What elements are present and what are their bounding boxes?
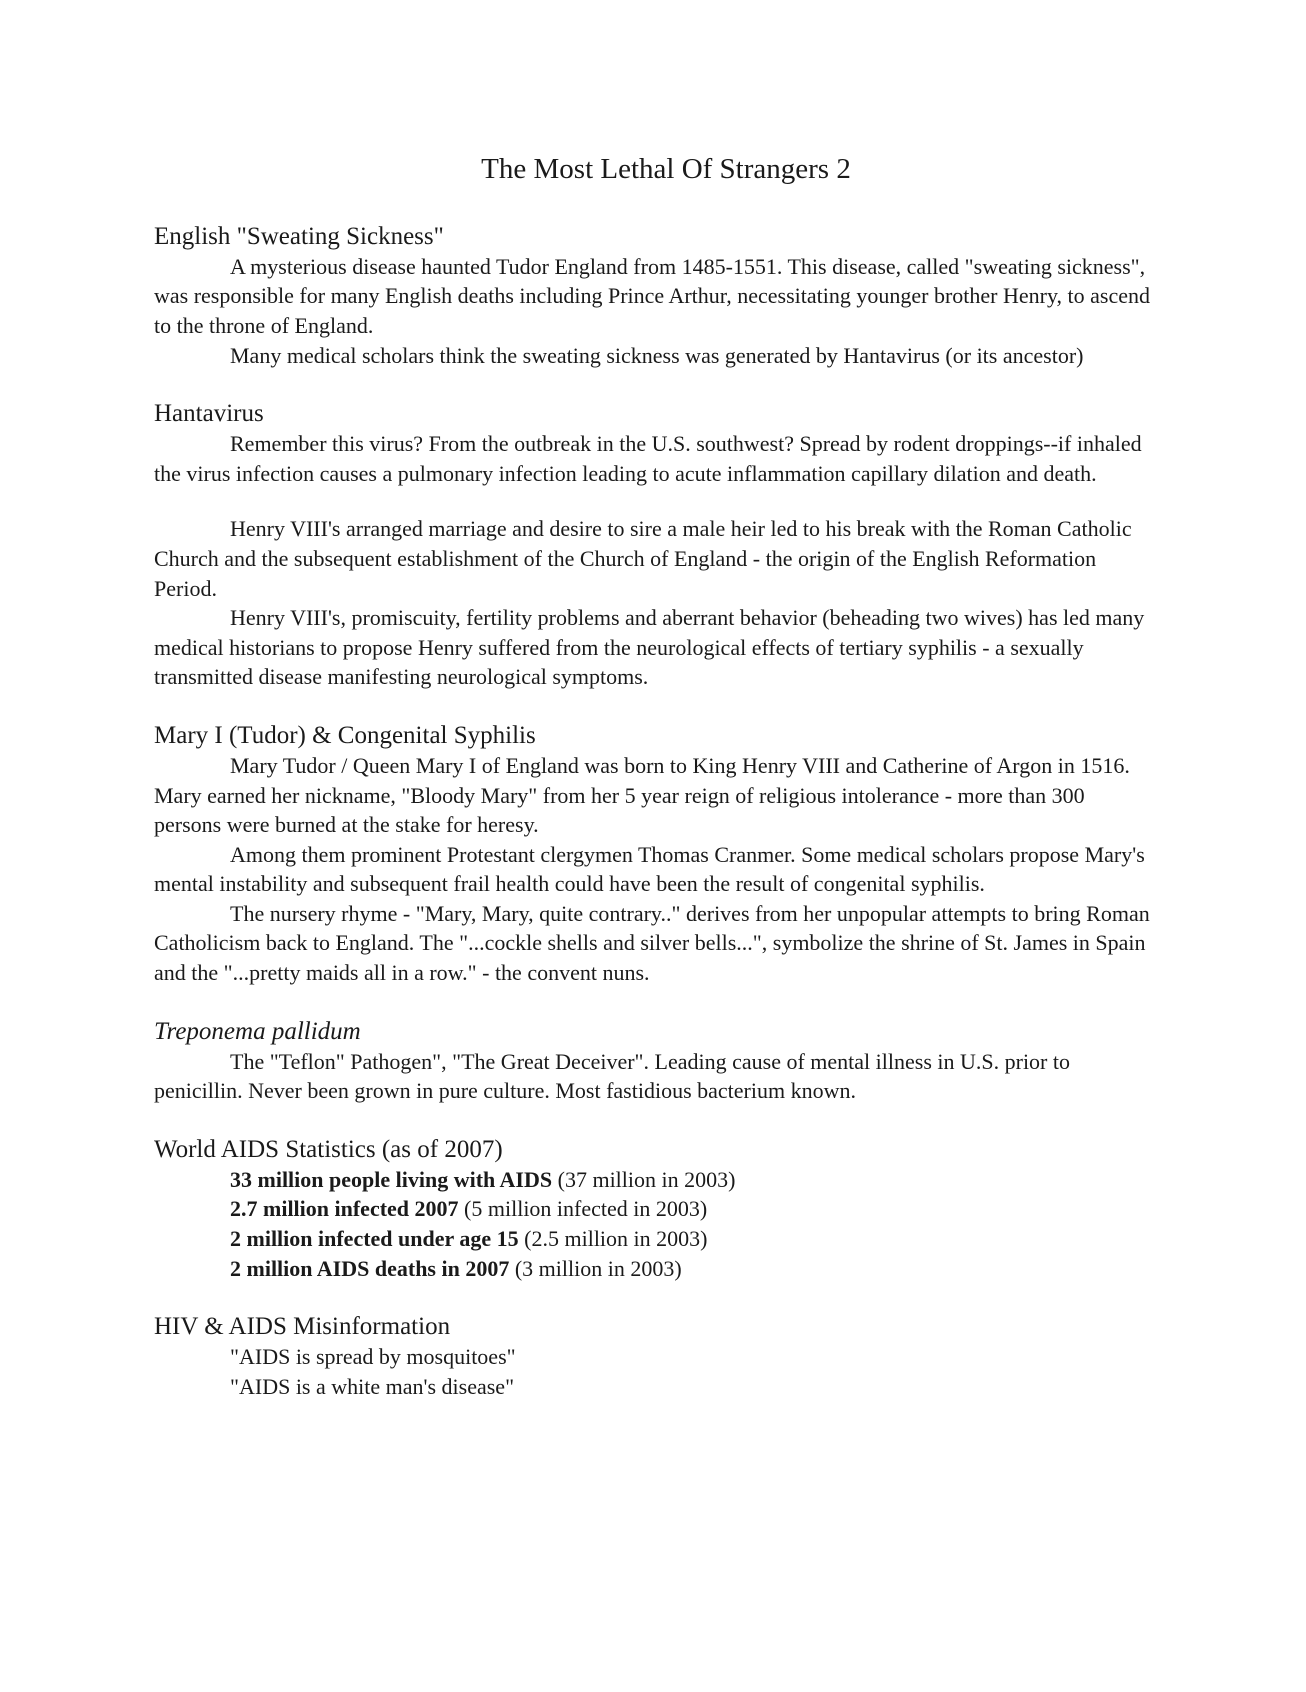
paragraph: The nursery rhyme - "Mary, Mary, quite contrary.." derives from her unpopular attempts to bring Roman Catholicism back to England. The "...cockle shells and silver bells...", symbolize the shrine of St. James in Spain and the "...pretty maids all in a row." - the convent nuns. [154, 900, 1150, 986]
paragraph: A mysterious disease haunted Tudor England from 1485-1551. This disease, called "sweating sickness", was responsible for many English deaths including Prince Arthur, necessitating younger brother Henry, to ascend to the throne of England. [154, 253, 1151, 338]
quote-item: "AIDS is a white man's disease" [230, 1373, 515, 1399]
stat-item [230, 1165, 1154, 1195]
stat-figure: 2 million infected under age 15 [230, 1226, 519, 1252]
section-misinformation [154, 1311, 1154, 1401]
paragraph: The "Teflon" Pathogen", "The Great Deceiver". Leading cause of mental illness in U.S. prior to penicillin. Never been grown in pure culture. Most fastidious bacterium known. [154, 1048, 1070, 1104]
section-sweating-sickness [154, 221, 1154, 370]
stat-comparison: (2.5 million in 2003) [518, 1226, 708, 1252]
document-page [154, 152, 1154, 1429]
stat-item [230, 1254, 1154, 1284]
paragraph: Many medical scholars think the sweating sickness was generated by Hantavirus (or its ancestor) [230, 342, 1084, 368]
section-mary-tudor [154, 720, 1154, 988]
paragraph: Henry VIII's, promiscuity, fertility problems and aberrant behavior (beheading two wives) has led many medical historians to propose Henry suffered from the neurological effects of tertiary syphilis - a sexually transmitted disease manifesting neurological symptoms. [154, 605, 1145, 690]
paragraph: Among them prominent Protestant clergymen Thomas Cranmer. Some medical scholars propose Mary's mental instability and subsequent frail health could have been the result of congenital syphilis. [154, 841, 1145, 897]
section-heading: HIV & AIDS Misinformation [154, 1313, 451, 1341]
stat-comparison: (3 million in 2003) [509, 1255, 682, 1281]
section-henry-viii [154, 514, 1154, 692]
section-heading: World AIDS Statistics (as of 2007) [154, 1135, 503, 1163]
paragraph: Mary Tudor / Queen Mary I of England was born to King Henry VIII and Catherine of Argon in 1516. Mary earned her nickname, "Bloody Mary" from her 5 year reign of religious intolerance - more than 300 persons were burned at the stake for heresy. [154, 752, 1130, 838]
document-title: The Most Lethal Of Strangers 2 [481, 153, 851, 185]
section-treponema-pallidum [154, 1016, 1154, 1106]
quote-item: "AIDS is spread by mosquitoes" [230, 1344, 516, 1370]
stat-item [230, 1194, 1154, 1224]
section-heading: Mary I (Tudor) & Congenital Syphilis [154, 721, 536, 749]
section-heading: Hantavirus [154, 400, 264, 428]
paragraph: Henry VIII's arranged marriage and desire to sire a male heir led to his break with the Roman Catholic Church and the subsequent establishment of the Church of England - the origin of the English Reformation Period. [154, 516, 1132, 601]
stat-comparison: (5 million infected in 2003) [458, 1196, 708, 1222]
section-aids-statistics [154, 1134, 1154, 1283]
section-heading: Treponema pallidum [154, 1017, 361, 1045]
quote-list [154, 1342, 1154, 1401]
stats-list [154, 1165, 1154, 1283]
stat-item [230, 1224, 1154, 1254]
section-hantavirus [154, 398, 1154, 488]
section-heading: English "Sweating Sickness" [154, 222, 444, 250]
stat-figure: 2.7 million infected 2007 [230, 1196, 459, 1222]
paragraph: Remember this virus? From the outbreak in the U.S. southwest? Spread by rodent droppings--if inhaled the virus infection causes a pulmonary infection leading to acute inflammation capillary dilation and death. [154, 431, 1142, 486]
stat-figure: 2 million AIDS deaths in 2007 [230, 1255, 510, 1281]
stat-comparison: (37 million in 2003) [552, 1166, 736, 1192]
stat-figure: 33 million people living with AIDS [230, 1166, 553, 1192]
